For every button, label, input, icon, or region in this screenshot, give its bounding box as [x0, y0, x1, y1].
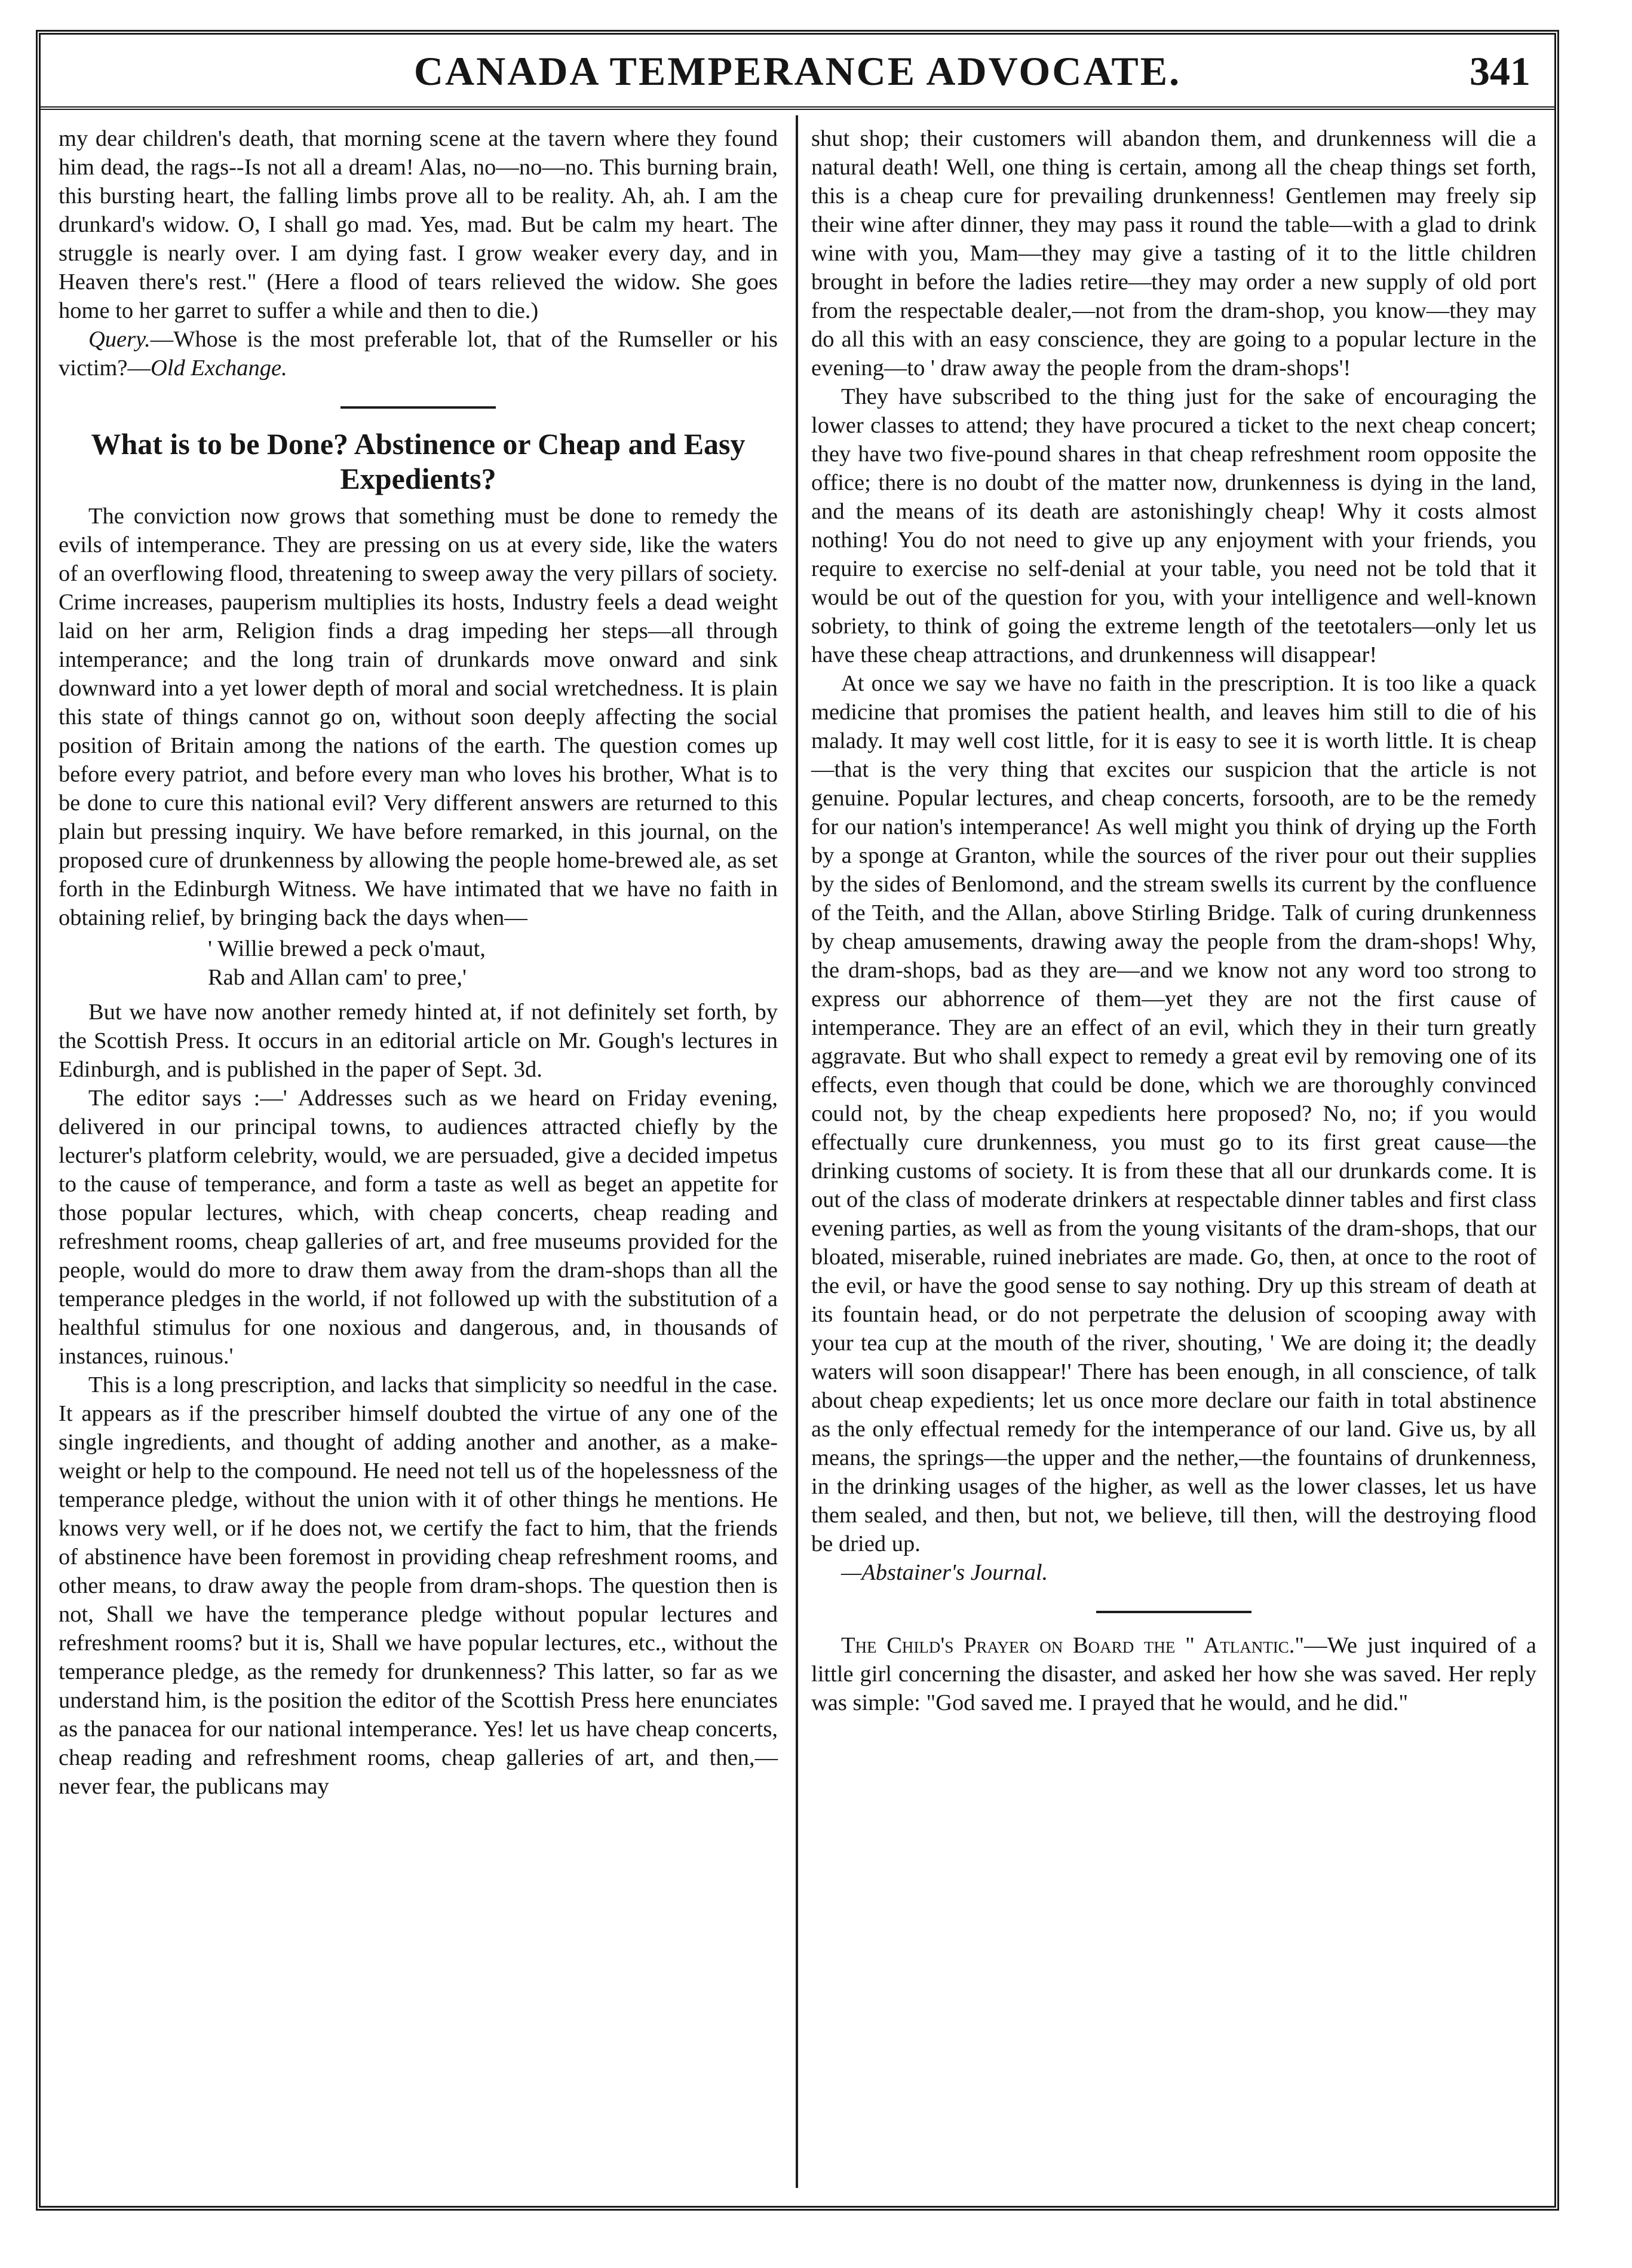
child-prayer-note: [811, 1631, 1536, 1717]
continued-story: my dear children's death, that morning scene at the tavern where they found him dead, the rags--Is not all a dream! Alas, no—no—no. This burning brain, this bursting heart, the falling limbs prove all to be reality. Ah, ah. I am the drunkard's widow. O, I shall go mad. Yes, mad. But be calm my heart. The struggle is nearly over. I am dying fast. I grow weaker every day, and in Heaven there's rest." (Here a flood of tears relieved the widow. She goes home to her garret to suffer a while and then to die.): [59, 126, 778, 323]
article-source: —Abstainer's Journal.: [841, 1560, 1048, 1585]
right-column: [811, 124, 1536, 2182]
left-column: [59, 124, 784, 2182]
verse-line-2: Rab and Allan cam' to pree,': [208, 965, 467, 990]
article-paragraph-2: But we have now another remedy hinted at, if not definitely set forth, by the Scottish Press. It occurs in an editorial article on Mr. Gough's lectures in Edinburgh, and is published in the paper of Sept. 3d.: [59, 1000, 778, 1082]
article-paragraph-7: At once we say we have no faith in the prescription. It is too like a quack medicine that promises the patient health, and leaves him still to die of his malady. It may well cost little, for it is easy to see it is worth little. It is cheap—that is the very thing that excites our suspicion that the article is not genuine. Popular lectures, and cheap concerts, forsooth, are to be the remedy for our nation's intemperance! As well might you think of drying up the Forth by a sponge at Granton, while the sources of the river pour out their supplies by the sides of Benlomond, and the stream swells its current by the confluence of the Teith, and the Allan, above Stirling Bridge. Talk of curing drunkenness by cheap amusements, drawing away the people from the dram-shops! Why, the dram-shops, bad as they are—and we know not any word too strong to express our abhorrence of them—yet they are not the first cause of intemperance. They are an effect of an evil, which they in their turn greatly aggravate. But who shall expect to remedy a great evil by removing one of its effects, even though that could be done, which we are thoroughly convinced could not, by the cheap expedients here proposed? No, no; if you would effectually cure drunkenness, you must go to its first great cause—the drinking customs of society. It is from these that all our drunkards come. It is out of the class of moderate drinkers at respectable dinner tables and first class evening parties, as well as from the young visitants of the dram-shops, that our bloated, miserable, ruined inebriates are made. Go, then, at once to the root of the evil, or have the good sense to say nothing. Dry up this stream of death at its fountain head, or do not perpetrate the delusion of scooping away with your tea cup at the mouth of the river, shouting, ' We are doing it; the deadly waters will soon disappear!' There has been enough, in all conscience, of talk about cheap expedients; let us once more declare our faith in total abstinence as the only effectual remedy for the intemperance of our land. Give us, by all means, the springs—the upper and the nether,—the fountains of drunkenness, in the drinking usages of the higher, as well as the lower classes, let us have them sealed, and then, but not, we believe, till then, will the destroying flood be dried up.: [811, 671, 1536, 1556]
newspaper-page: [36, 30, 1559, 2211]
verse-line-1: ' Willie brewed a peck o'maut,: [208, 936, 486, 961]
article-paragraph-6: They have subscribed to the thing just for the sake of encouraging the lower classes to attend; they have procured a ticket to the next cheap concert; they have two five-pound shares in that cheap refreshment room opposite the office; there is no doubt of the matter now, drunkenness is dying in the land, and the means of its death are astonishingly cheap! Why it costs almost nothing! You do not need to give up any enjoyment with your friends, you require to exercise no self-denial at your table, you need not be told that it would be out of the question for you, with your intelligence and well-known sobriety, to think of going the extreme length of the teetotalers—only let us have these cheap attractions, and drunkenness will disappear!: [811, 384, 1536, 667]
column-divider: [796, 115, 798, 2188]
page-header: [41, 35, 1554, 110]
query-label: Query.: [88, 327, 151, 352]
article-paragraph-4: This is a long prescription, and lacks that simplicity so needful in the case. It appears as if the prescriber himself doubted the virtue of any one of the single ingredients, and thought of adding another and another, as a make-weight or help to the compound. He need not tell us of the hopelessness of the temperance pledge, without the union with it of other things he mentions. He knows very well, or if he does not, we certify the fact to him, that the friends of abstinence have been foremost in providing cheap refreshment rooms, and other means, to draw away the people from dram-shops. The question then is not, Shall we have the temperance pledge without popular lectures and refreshment rooms? but it is, Shall we have popular lectures, etc., without the temperance pledge, as the remedy for drunkenness? This latter, so far as we understand him, is the position the editor of the Scottish Press here enunciates as the panacea for our national intemperance. Yes! let us have cheap concerts, cheap reading and refreshment rooms, cheap galleries of art, and then,—never fear, the publicans may: [59, 1372, 778, 1799]
article-title: What is to be Done? Abstinence or Cheap and Easy Expedients?: [91, 427, 746, 495]
query-text: —Whose is the most preferable lot, that of the Rumseller or his victim?—: [59, 327, 778, 381]
section-rule: [340, 406, 496, 409]
query-source: Old Exchange.: [150, 355, 287, 381]
section-rule-2: [1096, 1611, 1251, 1613]
article-paragraph-1: The conviction now grows that something must be done to remedy the evils of intemperance. They are pressing on us at every side, like the waters of an overflowing flood, threatening to sweep away the very pillars of society. Crime increases, pauperism multiplies its hosts, Industry feels a dead weight laid on her arm, Religion finds a drag impeding her steps—all through intemperance; and the long train of drunkards move onward and sink downward into a yet lower depth of moral and social wretchedness. It is plain this state of things cannot go on, without soon deeply affecting the social position of Britain among the nations of the earth. The question comes up before every patriot, and before every man who loves his brother, What is to be done to cure this national evil? Very different answers are returned to this plain but pressing inquiry. We have before remarked, in this journal, on the proposed cure of drunkenness by allowing the people home-brewed ale, as set forth in the Edinburgh Witness. We have intimated that we have no faith in obtaining relief, by bringing back the days when—: [59, 504, 778, 930]
page-number: 341: [1470, 48, 1530, 94]
query-paragraph: [59, 325, 778, 382]
note-title: The Child's Prayer on Board the " Atlantic.": [841, 1633, 1305, 1658]
article-paragraph-5: shut shop; their customers will abandon them, and drunkenness will die a natural death! Well, one thing is certain, among all the cheap things set forth, this is a cheap cure for prevailing drunkenness! Gentlemen may freely sip their wine after dinner, they may pass it round the table—with a glad to drink wine with you, Mam—they may give a tasting of it to the little children brought in before the ladies retire—they may order a new supply of old port from the respectable dealer,—not from the dram-shop, you know—they may do all this with an easy conscience, they are going to a popular lecture in the evening—to ' draw away the people from the dram-shops'!: [811, 126, 1536, 381]
publication-title: CANADA TEMPERANCE ADVOCATE.: [413, 48, 1182, 94]
note-text: —We just inquired of a little girl concerning the disaster, and asked her how she was saved. Her reply was simple: "God saved me. I prayed that he would, and he did.": [811, 1633, 1536, 1715]
article-paragraph-3: The editor says :—' Addresses such as we heard on Friday evening, delivered in our principal towns, to audiences attracted chiefly by the lecturer's platform celebrity, would, we are persuaded, give a decided impetus to the cause of temperance, and form a taste as well as beget an appetite for those popular lectures, which, with cheap concerts, cheap reading and refreshment rooms, cheap galleries of art, and free museums provided for the people, would do more to draw them away from the dram-shops than all the temperance pledges in the world, if not followed up with the substitution of a healthful stimulus for one noxious and dangerous, and, in thousands of instances, ruinous.': [59, 1086, 778, 1369]
